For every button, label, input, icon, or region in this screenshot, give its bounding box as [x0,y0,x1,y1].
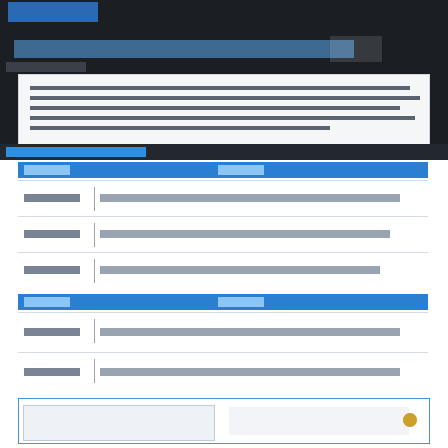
table-row [18,216,428,253]
header-tag [8,2,98,22]
table-row [18,180,428,217]
row-divider [94,359,95,383]
row-label [24,328,80,336]
row-value [100,266,380,274]
preview-thumbnail [23,405,215,441]
intro-line [30,96,420,100]
section1-col-label [24,165,70,175]
row-label [24,266,80,274]
intro-box [18,74,430,146]
page-title [14,40,354,58]
row-value [100,194,400,202]
row-label [24,368,80,376]
bottom-preview [18,398,430,444]
row-divider [94,223,95,247]
row-label [24,230,80,238]
header-subtitle [6,62,86,72]
row-value [100,230,390,238]
row-divider [94,319,95,343]
intro-line [30,116,415,120]
row-label [24,194,80,202]
toolbar-tab[interactable] [6,147,146,157]
table-row [18,352,428,393]
brand-logo [229,407,409,435]
toolbar [0,144,448,160]
section2-header [18,294,428,310]
section1-col-value [218,165,264,175]
table-row [18,312,428,353]
table-row [18,252,428,289]
section2-col-value [218,297,264,307]
row-divider [94,259,95,283]
intro-line [30,106,400,110]
row-divider [94,187,95,211]
row-value [100,328,400,336]
row-value [100,368,400,376]
emblem-icon [403,413,417,427]
title-badge [330,36,382,62]
intro-line [30,86,410,90]
section1-header [18,162,428,178]
section2-col-label [24,297,70,307]
intro-line [30,126,330,130]
